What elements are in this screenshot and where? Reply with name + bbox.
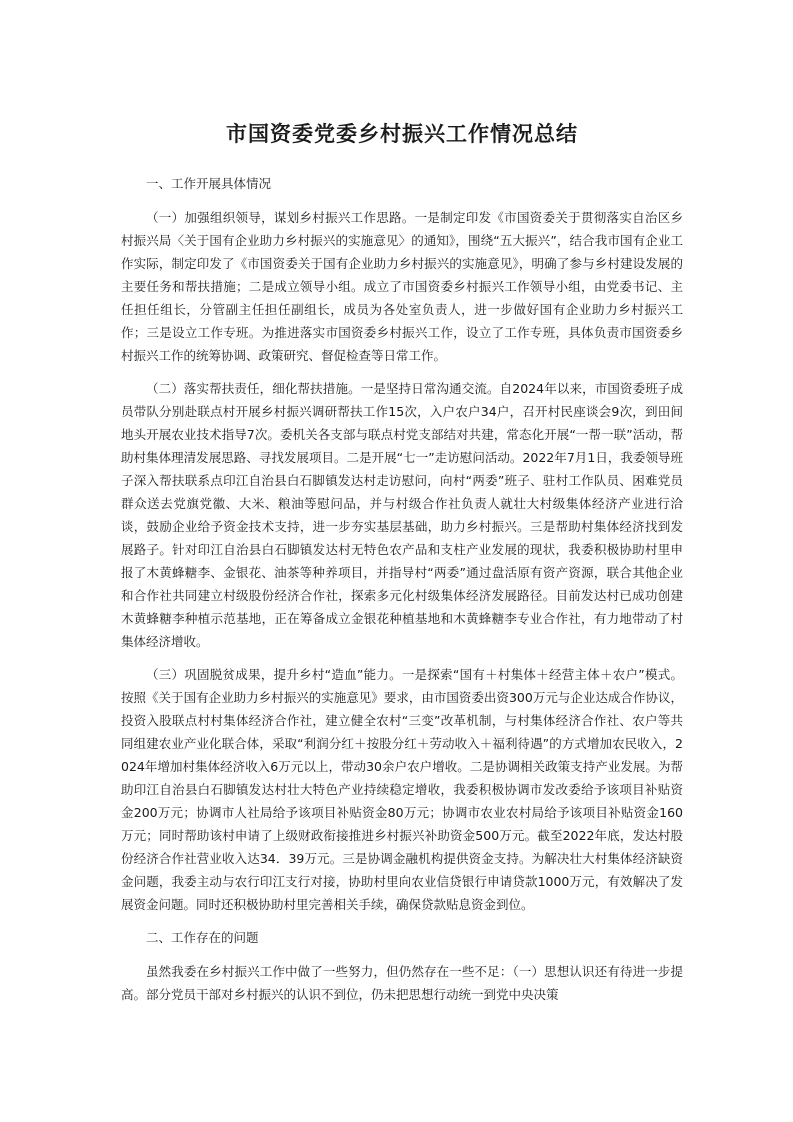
section-heading-problems: 二、工作存在的问题 <box>146 930 259 945</box>
paragraph-assistance-responsibility: （二）落实帮扶责任，细化帮扶措施。一是坚持日常沟通交流。自2024年以来，市国资委班子成员带队分别赴联点村开展乡村振兴调研帮扶工作15次，入户农户34户，召开村民座谈会9次，到田间地头开展农业技术指导7次。委机关各支部与联点村党支部结对共建，常态化开展“一帮一联”活动，帮助村集体理清发展思路、寻找发展项目。二是开展“七一”走访慰问活动。2022年7月1日，我委领导班子深入帮扶联系点印江自治县白石脚镇发达村走访慰问，向村“两委”班子、驻村工作队员、困难党员群众送去党旗党徽、大米、粮油等慰问品，并与村级合作社负责人就壮大村级集体经济产业进行洽谈，鼓励企业给予资金技术支持，进一步夯实基层基础，助力乡村振兴。三是帮助村集体经济找到发展路子。针对印江自治县白石脚镇发达村无特色农产品和支柱产业发展的现状，我委积极协助村里申报了木黄蜂糖李、金银花、油茶等种养项目，并指导村“两委”通过盘活原有资产资源，联合其他企业和合作社共同建立村级股份经济合作社，探索多元化村级集体经济发展路径。目前发达村已成功创建木黄蜂糖李种植示范基地，正在筹备成立金银花种植基地和木黄蜂糖李专业合作社，有力地带动了村集体经济增收。 <box>121 381 683 649</box>
paragraph-consolidate-results: （三）巩固脱贫成果，提升乡村“造血”能力。一是探索“国有＋村集体＋经营主体＋农户”模式。按照《关于国有企业助力乡村振兴的实施意见》要求，由市国资委出资300万元与企业达成合作协议，投资入股联点村村集体经济合作社，建立健全农村“三变”改革机制，与村集体经济合作社、农户等共同组建农业产业化联合体，采取“利润分红＋按股分红＋劳动收入＋福利待遇”的方式增加农民收入，2024年增加村集体经济收入6万元以上，带动30余户农户增收。二是协调相关政策支持产业发展。为帮助印江自治县白石脚镇发达村壮大特色产业持续稳定增收，我委积极协调市发改委给予该项目补贴资金200万元；协调市人社局给予该项目补贴资金80万元；协调市农业农村局给予该项目补贴资金160万元；同时帮助该村申请了上级财政衔接推进乡村振兴补助资金500万元。截至2022年底，发达村股份经济合作社营业收入达34．39万元。三是协调金融机构提供资金支持。为解决壮大村集体经济缺资金问题，我委主动与农行印江支行对接，协助村里向农业信贷银行申请贷款1000万元，有效解决了发展资金问题。同时还积极协助村里完善相关手续，确保贷款贴息资金到位。 <box>121 667 683 912</box>
paragraph-shortcomings: 虽然我委在乡村振兴工作中做了一些努力，但仍然存在一些不足：（一）思想认识还有待进一步提高。部分党员干部对乡村振兴的认识不到位，仍未把思想行动统一到党中央决策 <box>121 964 683 1002</box>
paragraph-organization-leadership: （一）加强组织领导，谋划乡村振兴工作思路。一是制定印发《市国资委关于贯彻落实自治区乡村振兴局〈关于国有企业助力乡村振兴的实施意见〉的通知》，围绕“五大振兴”，结合我市国有企业工作实际，制定印发了《市国资委关于国有企业助力乡村振兴的实施意见》，明确了参与乡村建设发展的主要任务和帮扶措施；二是成立领导小组。成立了市国资委乡村振兴工作领导小组，由党委书记、主任担任组长，分管副主任担任副组长，成员为各处室负责人，进一步做好国有企业助力乡村振兴工作；三是设立工作专班。为推进落实市国资委乡村振兴工作，设立了工作专班，具体负责市国资委乡村振兴工作的统筹协调、政策研究、督促检查等日常工作。 <box>121 210 683 363</box>
section-heading-work-progress: 一、工作开展具体情况 <box>146 176 272 191</box>
document-title: 市国资委党委乡村振兴工作情况总结 <box>226 121 578 146</box>
